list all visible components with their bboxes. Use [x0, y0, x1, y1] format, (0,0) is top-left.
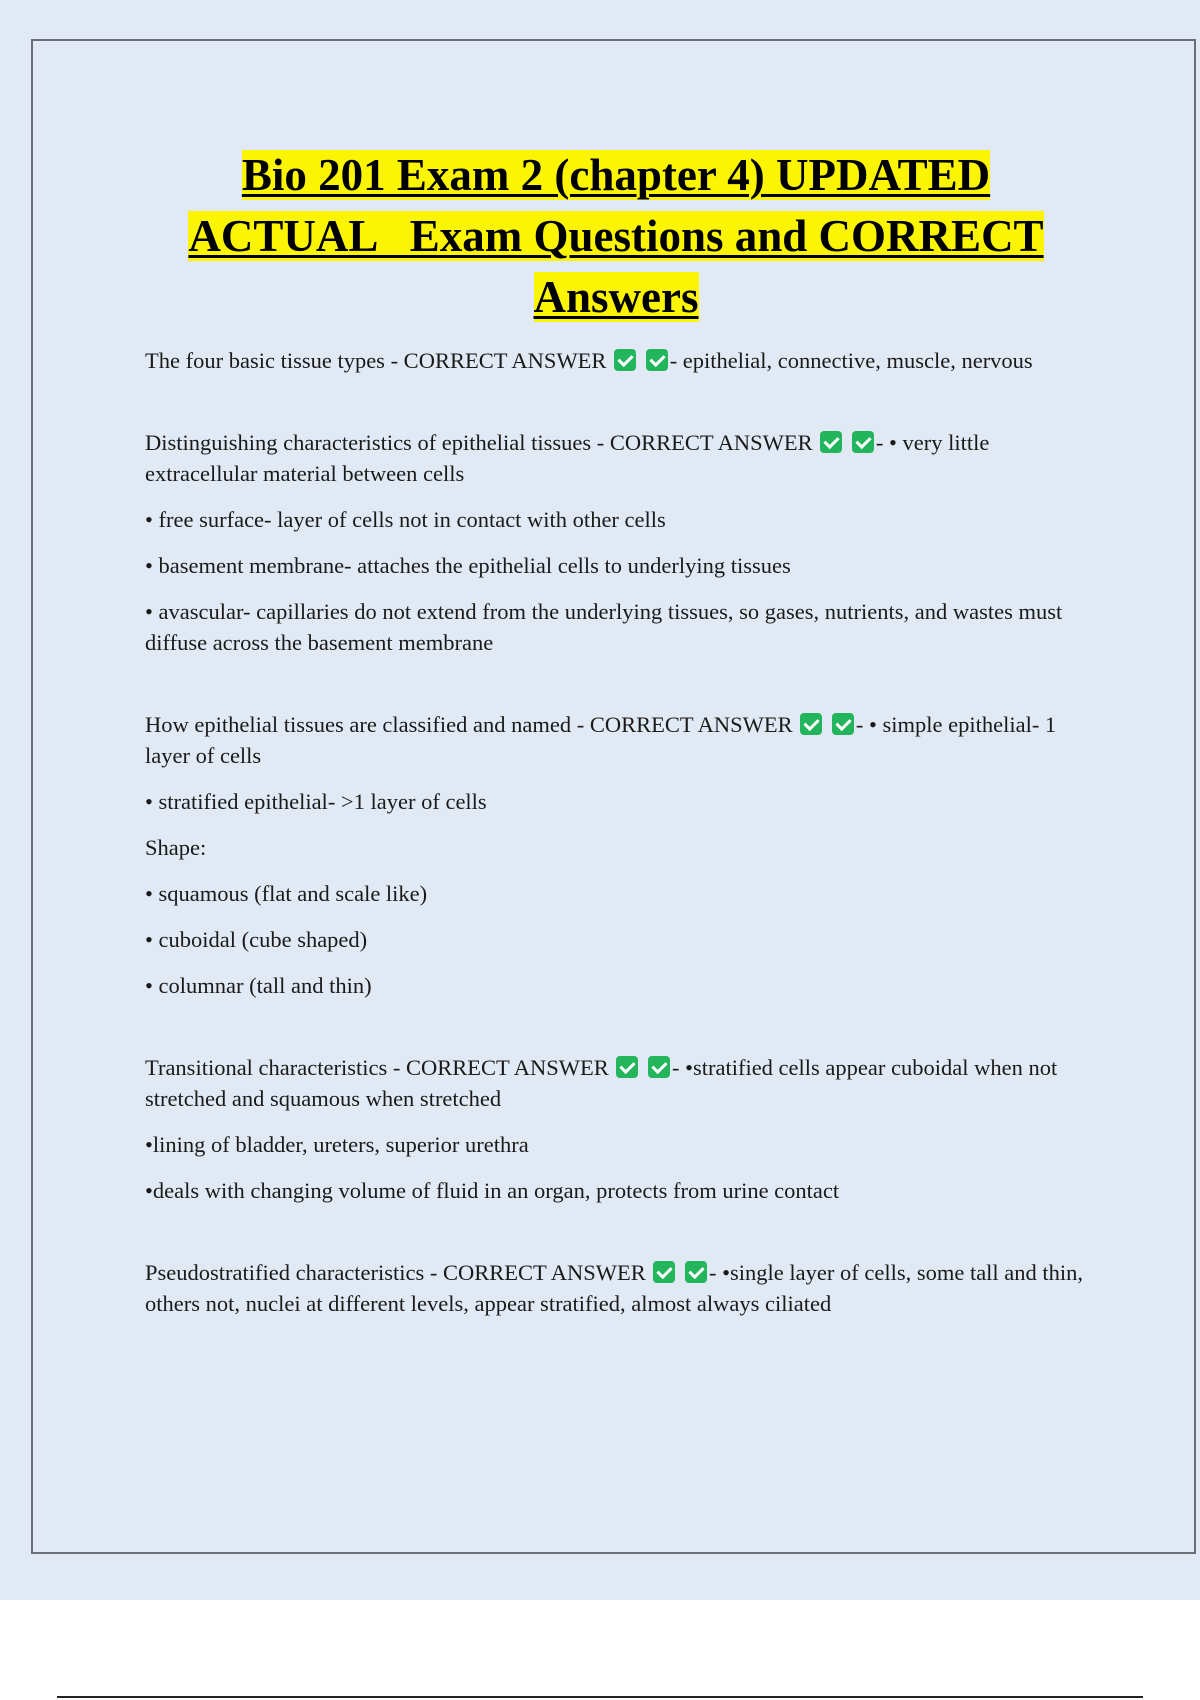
check-mark-button-icon — [685, 1261, 707, 1283]
answer-paragraph: • columnar (tall and thin) — [145, 973, 372, 998]
question-text: The four basic tissue types - CORRECT ANSWER — [145, 348, 607, 373]
document-title — [60, 145, 1172, 328]
answer-paragraph: •deals with changing volume of fluid in an organ, protects from urine contact — [145, 1178, 840, 1203]
check-mark-button-icon — [646, 349, 668, 371]
document-body — [145, 345, 1090, 1319]
check-mark-button-icon — [800, 713, 822, 735]
answer-paragraph: • squamous (flat and scale like) — [145, 881, 428, 906]
answer-paragraph: • free surface- layer of cells not in contact with other cells — [145, 507, 666, 532]
qa-item-2 — [145, 427, 1090, 658]
answer-text: - •stratified cells appear cuboidal when not stretched and squamous when stretched — [145, 1055, 1058, 1111]
answer-paragraph: • cuboidal (cube shaped) — [145, 927, 368, 952]
qa-item-3 — [145, 709, 1090, 1001]
title-line-1: Bio 201 Exam 2 (chapter 4) UPDATED — [241, 150, 991, 200]
answer-paragraph: •lining of bladder, ureters, superior urethra — [145, 1132, 529, 1157]
check-mark-button-icon — [614, 349, 636, 371]
qa-item-4 — [145, 1052, 1090, 1206]
qa-first-line — [145, 1257, 1090, 1319]
answer-text: - • very little extracellular material between cells — [145, 430, 990, 486]
answer-text: - epithelial, connective, muscle, nervous — [669, 348, 1033, 373]
question-text: Distinguishing characteristics of epithelial tissues - CORRECT ANSWER — [145, 430, 813, 455]
answer-paragraph: • basement membrane- attaches the epithelial cells to underlying tissues — [145, 553, 791, 578]
answer-text: - •single layer of cells, some tall and thin, others not, nuclei at different levels, appear stratified, almost always ciliated — [145, 1260, 1084, 1316]
check-mark-button-icon — [832, 713, 854, 735]
answer-text: - • simple epithelial- 1 layer of cells — [145, 712, 1057, 768]
check-mark-button-icon — [852, 431, 874, 453]
check-mark-button-icon — [648, 1056, 670, 1078]
qa-item-5 — [145, 1257, 1090, 1319]
answer-paragraph: • avascular- capillaries do not extend from the underlying tissues, so gases, nutrients, and wastes must diffuse across the basement membrane — [145, 599, 1063, 655]
title-line-3: Answers — [533, 272, 699, 322]
qa-item-1 — [145, 345, 1090, 376]
answer-paragraph: • stratified epithelial- >1 layer of cells — [145, 789, 487, 814]
title-line-2: ACTUAL Exam Questions and CORRECT — [188, 211, 1044, 261]
footer-divider — [57, 1696, 1143, 1698]
check-mark-button-icon — [653, 1261, 675, 1283]
check-mark-button-icon — [820, 431, 842, 453]
answer-paragraph: Shape: — [145, 835, 207, 860]
check-mark-button-icon — [616, 1056, 638, 1078]
question-text: How epithelial tissues are classified and named - CORRECT ANSWER — [145, 712, 793, 737]
qa-first-line — [145, 1052, 1090, 1114]
qa-first-line — [145, 427, 1090, 489]
qa-first-line — [145, 345, 1090, 376]
qa-first-line — [145, 709, 1090, 771]
question-text: Pseudostratified characteristics - CORRECT ANSWER — [145, 1260, 646, 1285]
question-text: Transitional characteristics - CORRECT ANSWER — [145, 1055, 609, 1080]
